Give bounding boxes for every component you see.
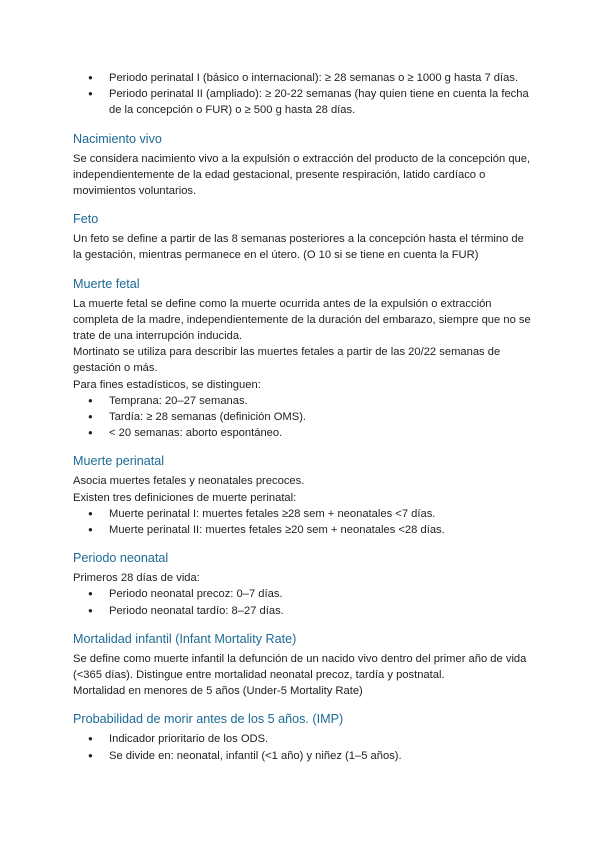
- list-item: ● Temprana: 20–27 semanas.: [73, 393, 533, 409]
- section-probabilidad-morir: [73, 711, 533, 763]
- list-item: ● Se divide en: neonatal, infantil (<1 año) y niñez (1–5 años).: [73, 748, 533, 764]
- list-item: ● Muerte perinatal II: muertes fetales ≥20 sem + neonatales <28 días.: [73, 522, 533, 538]
- list-item: ● Indicador prioritario de los ODS.: [73, 731, 533, 747]
- list-item: ● Muerte perinatal I: muertes fetales ≥28 sem + neonatales <7 días.: [73, 506, 533, 522]
- paragraph: Existen tres definiciones de muerte perinatal:: [73, 491, 297, 504]
- paragraph: Se considera nacimiento vivo a la expulsión o extracción del producto de la concepción que, independientemente de la edad gestacional, presente respiración, latido cardíaco o movimientos voluntarios.: [73, 152, 531, 198]
- list-item: ● Tardía: ≥ 28 semanas (definición OMS).: [73, 409, 533, 425]
- section-heading: Muerte perinatal: [73, 454, 165, 469]
- section-mortalidad-infantil: [73, 631, 533, 700]
- section-heading: Muerte fetal: [73, 276, 140, 291]
- bullet-list: [73, 731, 533, 763]
- section-heading: Probabilidad de morir antes de los 5 años. (IMP): [73, 712, 344, 727]
- list-item: ● Periodo perinatal II (ampliado): ≥ 20-22 semanas (hay quien tiene en cuenta la fecha de la concepción o FUR) o ≥ 500 g hasta 28 días.: [73, 86, 533, 118]
- section-periodo-neonatal: [73, 550, 533, 619]
- list-item: ● < 20 semanas: aborto espontáneo.: [73, 425, 533, 441]
- paragraph: Para fines estadísticos, se distinguen:: [73, 378, 261, 391]
- list-item: ● Periodo perinatal I (básico o internacional): ≥ 28 semanas o ≥ 1000 g hasta 7 días.: [73, 70, 533, 86]
- section-muerte-perinatal: [73, 453, 533, 538]
- perinatal-periods-list: [73, 70, 533, 119]
- paragraph: Primeros 28 días de vida:: [73, 572, 200, 585]
- paragraph: La muerte fetal se define como la muerte ocurrida antes de la expulsión o extracción completa de la madre, independientemente de la duración del embarazo, siempre que no se trate de una interrupción inducida.: [73, 297, 531, 343]
- bullet-list: [73, 393, 533, 442]
- section-nacimiento-vivo: [73, 131, 533, 200]
- list-item: ● Periodo neonatal tardío: 8–27 días.: [73, 603, 533, 619]
- paragraph: Mortalidad en menores de 5 años (Under-5 Mortality Rate): [73, 685, 363, 698]
- section-muerte-fetal: [73, 276, 533, 442]
- section-heading: Periodo neonatal: [73, 551, 169, 566]
- section-heading: Nacimiento vivo: [73, 131, 162, 146]
- section-feto: [73, 211, 533, 263]
- section-heading: Mortalidad infantil (Infant Mortality Rate): [73, 631, 297, 646]
- bullet-list: [73, 586, 533, 618]
- document-content: [73, 70, 533, 764]
- paragraph: Un feto se define a partir de las 8 semanas posteriores a la concepción hasta el término de la gestación, mientras permanece en el útero. (O 10 si se tiene en cuenta la FUR): [73, 233, 524, 262]
- list-item: ● Periodo neonatal precoz: 0–7 días.: [73, 586, 533, 602]
- section-heading: Feto: [73, 212, 99, 227]
- bullet-list: [73, 506, 533, 538]
- paragraph: Mortinato se utiliza para describir las muertes fetales a partir de las 20/22 semanas de gestación o más.: [73, 346, 501, 375]
- paragraph: Asocia muertes fetales y neonatales precoces.: [73, 475, 305, 488]
- paragraph: Se define como muerte infantil la defunción de un nacido vivo dentro del primer año de vida (<365 días). Distingue entre mortalidad neonatal precoz, tardía y postnatal.: [73, 652, 527, 682]
